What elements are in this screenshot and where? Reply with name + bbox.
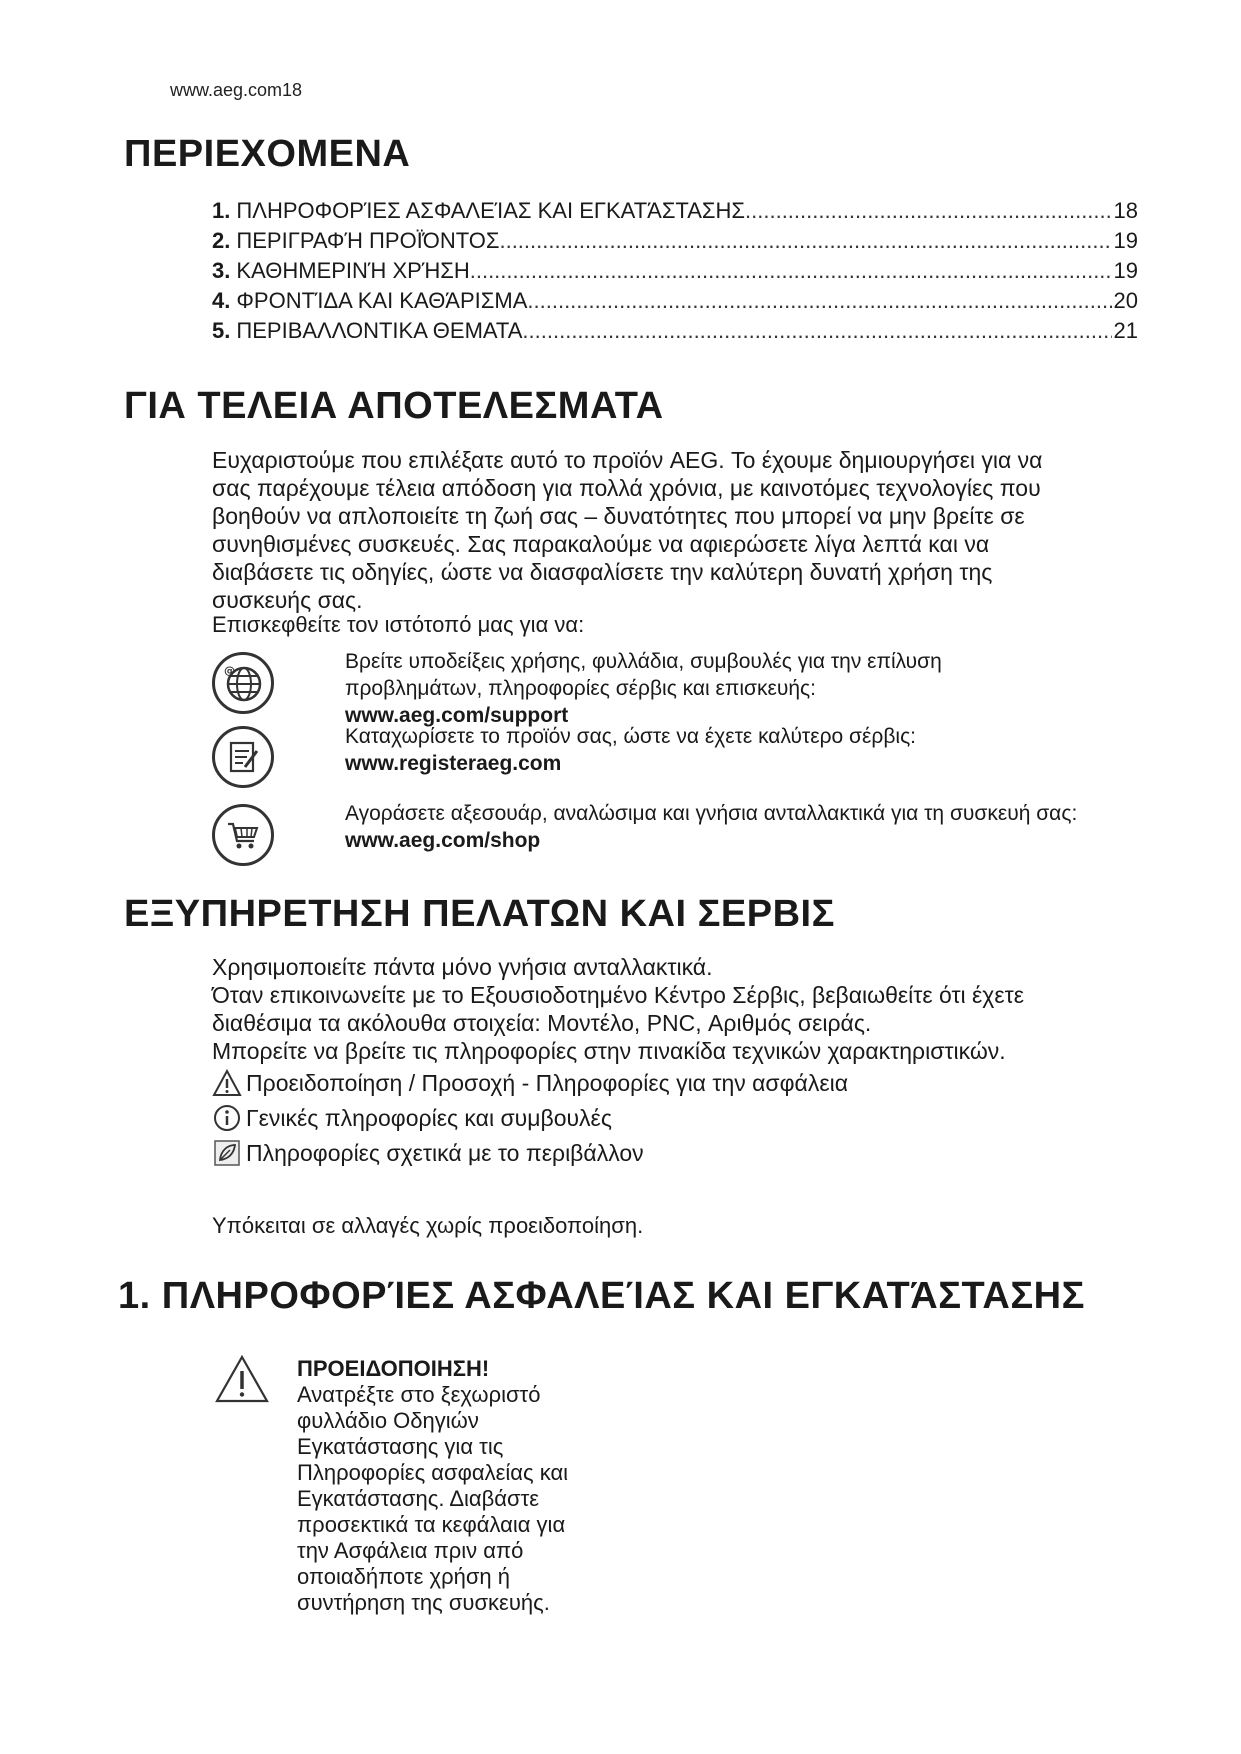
safety-section-title: 1. ΠΛΗΡΟΦΟΡΊΕΣ ΑΣΦΑΛΕΊΑΣ ΚΑΙ ΕΓΚΑΤΆΣΤΑΣΗΣ	[118, 1275, 1085, 1317]
toc-row[interactable]	[212, 228, 1138, 258]
support-row	[212, 648, 1142, 727]
leaf-icon	[212, 1139, 242, 1167]
header-url: www.aeg.com18	[170, 80, 303, 100]
toc-row[interactable]	[212, 198, 1138, 228]
toc-page: 19	[1113, 228, 1138, 253]
toc-page: 20	[1113, 288, 1138, 313]
shop-line: Αγοράσετε αξεσουάρ, αναλώσιμα και γνήσια ανταλλακτικά για τη συσκευή σας:	[345, 802, 1078, 825]
legend-text: Προειδοποίηση / Προσοχή - Πληροφορίες για την ασφάλεια	[246, 1069, 848, 1096]
toc-dots	[499, 228, 1111, 254]
legend-info	[212, 1104, 612, 1132]
globe-icon	[212, 652, 274, 714]
warning-line: οποιαδήποτε χρήση ή	[297, 1564, 510, 1589]
register-line: Καταχωρίσετε το προϊόν σας, ώστε να έχετε καλύτερο σέρβις:	[345, 725, 917, 748]
intro-line: σας παρέχουμε τέλεια απόδοση για πολλά χρόνια, με καινοτόμες τεχνολογίες που	[212, 475, 1041, 501]
toc-number: 4.	[212, 288, 231, 313]
warning-line: την Ασφάλεια πριν από	[297, 1538, 524, 1563]
intro-line: συσκευής σας.	[212, 587, 363, 613]
shop-row	[212, 798, 1142, 868]
toc-row[interactable]	[212, 318, 1138, 348]
toc-dots	[527, 288, 1111, 314]
perfect-results-title: ΓΙΑ ΤΕΛΕΙΑ ΑΠΟΤΕΛΕΣΜΑΤΑ	[124, 385, 664, 427]
warning-triangle-icon	[212, 1069, 242, 1097]
support-line: Βρείτε υποδείξεις χρήσης, φυλλάδια, συμβουλές για την επίλυση	[345, 650, 942, 673]
legend-warning	[212, 1069, 848, 1097]
service-line: Μπορείτε να βρείτε τις πληροφορίες στην πινακίδα τεχνικών χαρακτηριστικών.	[212, 1038, 1006, 1064]
toc-row[interactable]	[212, 288, 1138, 318]
toc-label: ΚΑΘΗΜΕΡΙΝΉ ΧΡΉΣΗ	[236, 258, 470, 283]
info-icon	[212, 1104, 242, 1132]
service-line: Όταν επικοινωνείτε με το Εξουσιοδοτημένο Κέντρο Σέρβις, βεβαιωθείτε ότι έχετε	[212, 982, 1024, 1008]
toc-label: ΠΕΡΙΓΡΑΦΉ ΠΡΟΪΌΝΤΟΣ	[236, 228, 500, 253]
toc-page: 19	[1113, 258, 1138, 283]
svg-text:@: @	[224, 664, 235, 677]
warning-line: συντήρηση της συσκευής.	[297, 1590, 550, 1615]
toc-number: 1.	[212, 198, 231, 223]
service-paragraph	[212, 953, 1142, 1065]
warning-triangle-icon	[214, 1354, 270, 1409]
warning-line: Εγκατάστασης. Διαβάστε	[297, 1486, 540, 1511]
visit-text: Επισκεφθείτε τον ιστότοπό μας για να:	[212, 612, 585, 637]
warning-line: προσεκτικά τα κεφάλαια για	[297, 1512, 566, 1537]
toc-row[interactable]	[212, 258, 1138, 288]
service-line: Χρησιμοποιείτε πάντα μόνο γνήσια ανταλλακτικά.	[212, 954, 713, 980]
toc-label: ΠΕΡΙΒΑΛΛΟΝΤΙΚΑ ΘΕΜΑΤΑ	[236, 318, 523, 343]
legend-environment	[212, 1139, 644, 1167]
toc-dots	[470, 258, 1112, 284]
intro-line: βοηθούν να απλοποιείτε τη ζωή σας – δυνατότητες που μπορεί να μην βρείτε σε	[212, 503, 1025, 529]
toc-page: 18	[1113, 198, 1138, 223]
subject-to-change: Υπόκειται σε αλλαγές χωρίς προειδοποίηση.	[212, 1213, 644, 1238]
support-line: προβλημάτων, πληροφορίες σέρβις και επισκευής:	[345, 677, 817, 700]
toc-number: 5.	[212, 318, 231, 343]
warning-line: Ανατρέξτε στο ξεχωριστό	[297, 1382, 541, 1407]
toc-label: ΠΛΗΡΟΦΟΡΊΕΣ ΑΣΦΑΛΕΊΑΣ ΚΑΙ ΕΓΚΑΤΆΣΤΑΣΗΣ	[236, 198, 746, 223]
legend-text: Πληροφορίες σχετικά με το περιβάλλον	[246, 1139, 644, 1166]
warning-line: Πληροφορίες ασφαλείας και	[297, 1460, 569, 1485]
toc-number: 3.	[212, 258, 231, 283]
toc-number: 2.	[212, 228, 231, 253]
intro-paragraph	[212, 446, 1142, 614]
toc-dots	[745, 198, 1112, 224]
register-row	[212, 723, 1142, 793]
toc-dots	[522, 318, 1111, 344]
intro-line: διαβάσετε τις οδηγίες, ώστε να διασφαλίσετε την καλύτερη δυνατή χρήση της	[212, 559, 993, 585]
toc-page: 21	[1113, 318, 1138, 343]
support-link[interactable]: www.aeg.com/support	[345, 704, 569, 727]
toc-title: ΠΕΡΙΕΧΟΜΕΝΑ	[124, 133, 411, 175]
register-form-icon	[212, 726, 274, 788]
shop-link[interactable]: www.aeg.com/shop	[345, 829, 541, 852]
table-of-contents	[212, 198, 1138, 348]
customer-service-title: ΕΞΥΠΗΡΕΤΗΣΗ ΠΕΛΑΤΩΝ ΚΑΙ ΣΕΡΒΙΣ	[124, 893, 835, 935]
register-link[interactable]: www.registeraeg.com	[345, 752, 562, 775]
intro-line: συνηθισμένες συσκευές. Σας παρακαλούμε να αφιερώσετε λίγα λεπτά και να	[212, 531, 990, 557]
toc-label: ΦΡΟΝΤΊΔΑ ΚΑΙ ΚΑΘΆΡΙΣΜΑ	[236, 288, 528, 313]
legend-text: Γενικές πληροφορίες και συμβουλές	[246, 1104, 612, 1131]
intro-line: Ευχαριστούμε που επιλέξατε αυτό το προϊόν AEG. Το έχουμε δημιουργήσει για να	[212, 447, 1043, 473]
warning-line: Εγκατάστασης για τις	[297, 1434, 504, 1459]
shopping-cart-icon	[212, 804, 274, 866]
warning-title: ΠΡΟΕΙΔΟΠΟΙΗΣΗ!	[297, 1356, 490, 1381]
service-line: διαθέσιμα τα ακόλουθα στοιχεία: Μοντέλο, PNC, Αριθμός σειράς.	[212, 1010, 872, 1036]
warning-line: φυλλάδιο Οδηγιών	[297, 1408, 479, 1433]
warning-block	[297, 1356, 597, 1616]
